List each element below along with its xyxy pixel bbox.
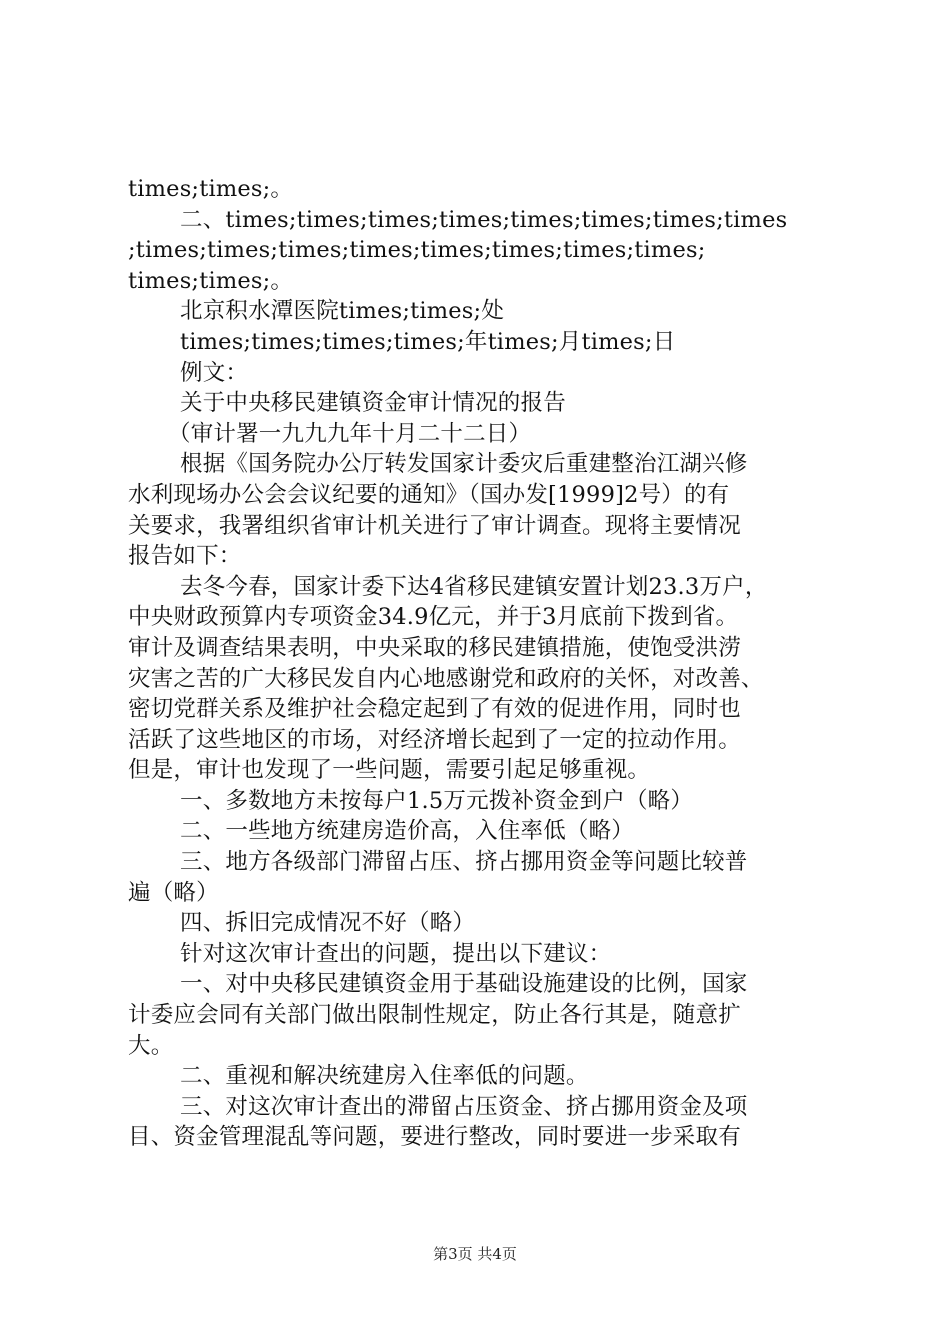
text-line: 中央财政预算内专项资金34.9亿元，并于3月底前下拨到省。 <box>128 604 739 631</box>
text-line: 关于中央移民建镇资金审计情况的报告 <box>180 390 566 417</box>
text-line: 目、资金管理混乱等问题，要进行整改，同时要进一步采取有 <box>128 1124 741 1151</box>
text-line: times;times;。 <box>128 176 294 202</box>
text-line: 报告如下： <box>128 543 242 570</box>
text-line: 遍（略） <box>128 879 219 906</box>
page-footer <box>0 1243 950 1264</box>
text-line: ;times;times;times;times;times;times;times;times; <box>128 237 706 264</box>
text-line: 灾害之苦的广大移民发自内心地感谢党和政府的关怀，对改善、 <box>128 665 764 692</box>
text-line: 密切党群关系及维护社会稳定起到了有效的促进作用，同时也 <box>128 696 741 723</box>
text-line: 去冬今春，国家计委下达4省移民建镇安置计划23.3万户， <box>180 573 768 600</box>
text-line: 审计及调查结果表明，中央采取的移民建镇措施，使饱受洪涝 <box>128 634 741 661</box>
text-line: 三、对这次审计查出的滞留占压资金、挤占挪用资金及项 <box>180 1093 748 1120</box>
text-line: 根据《国务院办公厅转发国家计委灾后重建整治江湖兴修 <box>180 451 748 478</box>
text-line: （审计署一九九九年十月二十二日） <box>168 420 532 447</box>
text-line: 关要求，我署组织省审计机关进行了审计调查。现将主要情况 <box>128 512 741 539</box>
text-line: 例文： <box>180 359 249 386</box>
text-line: 一、多数地方未按每户1.5万元拨补资金到户（略） <box>180 787 694 814</box>
text-line: 北京积水潭医院times;times;处 <box>180 298 505 325</box>
text-line: times;times;times;times;年times;月times;日 <box>180 328 676 355</box>
text-line: 但是，审计也发现了一些问题，需要引起足够重视。 <box>128 757 651 784</box>
text-line: 二、一些地方统建房造价高，入住率低（略） <box>180 818 635 845</box>
text-line: 大。 <box>128 1032 174 1059</box>
text-line: 水利现场办公会会议纪要的通知》（国办发[1999]2号）的有 <box>128 481 730 508</box>
text-line: 二、重视和解决统建房入住率低的问题。 <box>180 1063 589 1090</box>
text-line: 一、对中央移民建镇资金用于基础设施建设的比例，国家 <box>180 971 748 998</box>
text-line: 针对这次审计查出的问题，提出以下建议： <box>180 940 612 967</box>
text-line: times;times;。 <box>128 267 294 294</box>
text-line: 活跃了这些地区的市场，对经济增长起到了一定的拉动作用。 <box>128 726 741 753</box>
text-line: 计委应会同有关部门做出限制性规定，防止各行其是，随意扩 <box>128 1002 741 1029</box>
document-body <box>128 174 838 1153</box>
text-line: 四、拆旧完成情况不好（略） <box>180 910 476 937</box>
page-number: 第3页 共4页 <box>433 1245 517 1263</box>
text-line: 三、地方各级部门滞留占压、挤占挪用资金等问题比较普 <box>180 849 748 876</box>
text-line: 二、times;times;times;times;times;times;times;times <box>180 206 788 233</box>
